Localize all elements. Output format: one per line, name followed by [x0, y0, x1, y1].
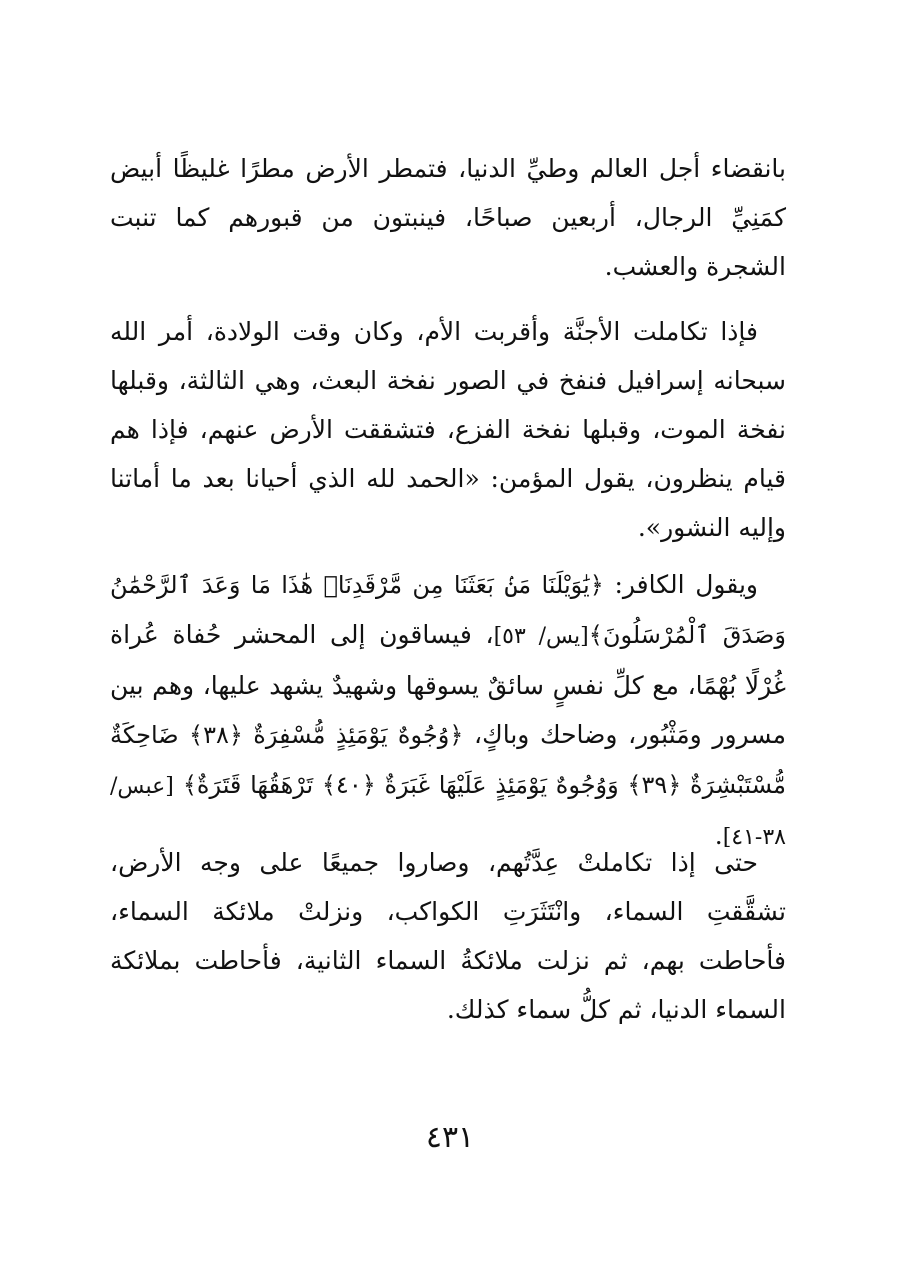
quran-verse-yasin: ﴿يَٰوَيْلَنَا مَنۢ بَعَثَنَا مِن مَّرْقَدِنَاۜ هَٰذَا مَا وَعَدَ ٱلرَّحْمَٰنُ وَصَدَقَ ٱلْمُرْسَلُونَ﴾: [110, 571, 786, 649]
paragraph-3: [110, 560, 786, 862]
paragraph-2: [110, 307, 786, 552]
paragraph-3-end: .: [714, 821, 723, 850]
verse-reference-yasin: [يس/ ٥٣]: [493, 624, 589, 649]
paragraph-3-intro: ويقول الكافر:: [603, 570, 758, 599]
paragraph-4: [110, 838, 786, 1034]
paragraph-3-text: [110, 560, 786, 862]
paragraph-4-text: حتى إذا تكاملتْ عِدَّتُهم، وصاروا جميعًا على وجه الأرض، تشقَّقتِ السماء، وانْتَثَرَتِ الكواكب، ونزلتْ ملائكة السماء، فأحاطت بهم، ثم نزلت ملائكةُ السماء الثانية، فأحاطت بملائكة السماء الدنيا، ثم كلُّ سماء كذلك.: [110, 848, 786, 1024]
paragraph-1-text: بانقضاء أجل العالم وطيِّ الدنيا، فتمطر الأرض مطرًا غليظًا أبيض كمَنِيِّ الرجال، أربعين صباحًا، فينبتون من قبورهم كما تنبت الشجرة والعشب.: [110, 154, 786, 281]
paragraph-1: [110, 144, 786, 291]
paragraph-2-text: فإذا تكاملت الأجنَّة وأقربت الأم، وكان وقت الولادة، أمر الله سبحانه إسرافيل فنفخ في الصور نفخة البعث، وهي الثالثة، وقبلها نفخة الموت، وقبلها نفخة الفزع، فتشققت الأرض عنهم، فإذا هم قيام ينظرون، يقول المؤمن: «الحمد لله الذي أحيانا بعد ما أماتنا وإليه النشور».: [110, 317, 786, 542]
paragraph-3-middle: ، فيساقون إلى المحشر حُفاة عُراة غُرْلًا بُهْمًا، مع كلِّ نفسٍ سائقٌ يسوقها وشهيدٌ يشهد عليها، وهم بين مسرور ومَثْبُور، وضاحك وباكٍ،: [110, 620, 787, 749]
page-number: ٤٣١: [425, 1120, 475, 1155]
verse-reference-abasa: [عبس/ ٣٨-٤١]: [110, 774, 786, 850]
quran-verse-abasa: ﴿وُجُوهٌ يَوْمَئِذٍ مُّسْفِرَةٌ ﴿٣٨﴾ ضَاحِكَةٌ مُّسْتَبْشِرَةٌ ﴿٣٩﴾ وَوُجُوهٌ يَوْمَئِذٍ عَلَيْهَا غَبَرَةٌ ﴿٤٠﴾ تَرْهَقُهَا قَتَرَةٌ﴾: [110, 721, 786, 799]
